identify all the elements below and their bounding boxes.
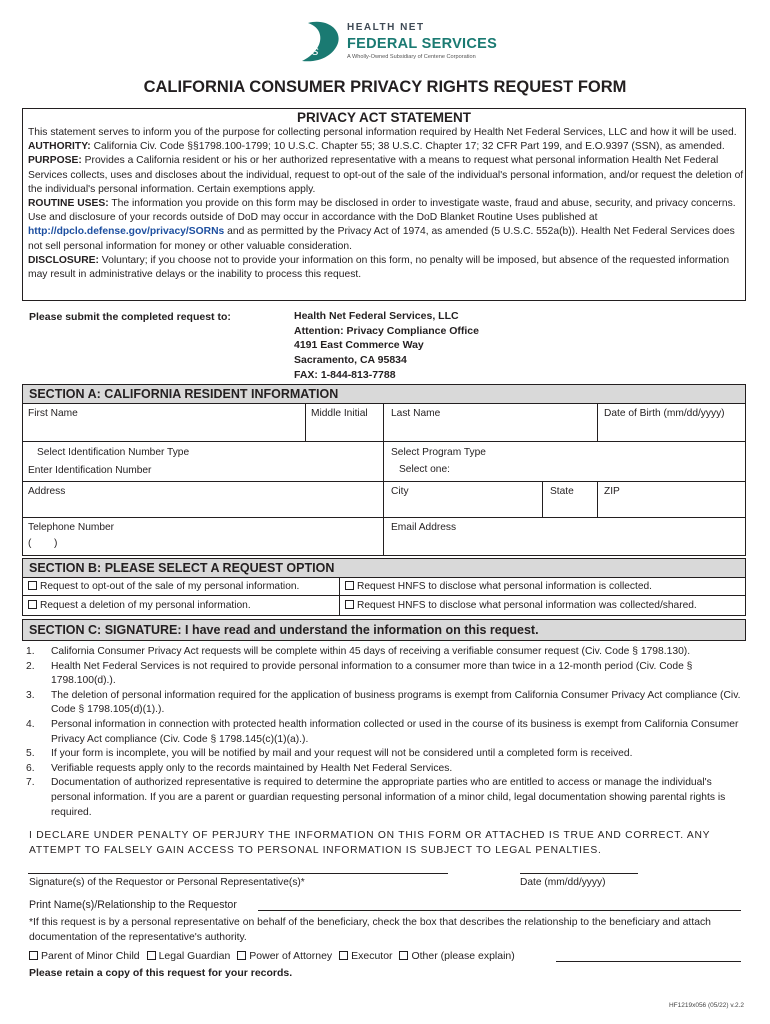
executor-option[interactable]: Executor [339,950,392,962]
list-item: 4. Personal information in connection with protected health information collected or used in the course of its business is exempt from California Consumer Privacy Act compliance (Civ. Code § 1798.145(c)(1)(a).). [26,718,739,745]
opt-out-option[interactable]: Request to opt-out of the sale of my personal information. [22,577,340,596]
id-number-input[interactable]: Enter Identification Number [28,465,152,476]
section-b-title: SECTION B: PLEASE SELECT A REQUEST OPTION [22,558,746,578]
list-item: 1. California Consumer Privacy Act requests will be complete within 45 days of receiving a verifiable consumer request (Civ. Code § 1798.130). [26,646,691,657]
submit-address: Health Net Federal Services, LLC Attention: Privacy Compliance Office 4191 East Commerce Way Sacramento, CA 95834 FAX: 1-844-813-7788 [294,310,479,381]
address-field[interactable]: Address [22,481,384,518]
poa-checkbox[interactable] [237,951,246,960]
print-name-label: Print Name(s)/Relationship to the Requestor [29,899,237,911]
disclose-collected-option[interactable]: Request HNFS to disclose what personal information is collected. [339,577,746,596]
list-item: 6. Verifiable requests apply only to the records maintained by Health Net Federal Services. [26,762,453,774]
logo-monogram: hnfs [294,43,319,58]
perjury-declaration: I DECLARE UNDER PENALTY OF PERJURY THE INFORMATION ON THIS FORM OR ATTACHED IS TRUE AND CORRECT. ANY ATTEMPT TO FALSELY GAIN ACCESS TO PERSONAL INFORMATION IS SUBJECT TO LEGAL PENALTIES. [29,830,711,856]
date-line[interactable] [520,873,638,874]
parent-option[interactable]: Parent of Minor Child [29,950,140,962]
other-checkbox[interactable] [399,951,408,960]
terms-list [26,645,742,820]
relationship-options [29,950,515,962]
parent-checkbox[interactable] [29,951,38,960]
list-item: 7. Documentation of authorized representative is required to determine the appropriate parties who are entitled to access or manage the individual's personal information. If you are a parent or guardian requesting personal information of a minor child, legal documentation showing parental rights is required. [26,777,726,818]
logo-line3: A Wholly-Owned Subsidiary of Centene Corporation [347,54,476,60]
state-field[interactable]: State [542,481,598,518]
other-option[interactable]: Other (please explain) [399,950,514,962]
city-field[interactable]: City [383,481,543,518]
logo-line2: FEDERAL SERVICES [347,36,498,52]
form-code: HF1219x056 (05/22) v.2.2 [668,1002,744,1009]
representative-note: *If this request is by a personal representative on behalf of the beneficiary, check the box that describes the relationship to the beneficiary and attach documentation of the representative's authority. [29,917,711,943]
guardian-checkbox[interactable] [147,951,156,960]
dob-field[interactable]: Date of Birth (mm/dd/yyyy) [597,403,746,442]
privacy-act-text [28,126,744,282]
disclose-shared-checkbox[interactable] [345,600,354,609]
form-title: CALIFORNIA CONSUMER PRIVACY RIGHTS REQUEST FORM [143,78,627,96]
print-name-line[interactable] [258,910,741,911]
list-item: 3. The deletion of personal information required for the application of business programs is exempt from California Consumer Privacy Act compliance (Civ. Code § 1798.105(d)(1).). [26,689,741,716]
telephone-field[interactable]: Telephone Number ( ) [22,517,384,556]
executor-checkbox[interactable] [339,951,348,960]
logo-line1: HEALTH NET [347,22,425,33]
program-cell [383,441,746,482]
guardian-option[interactable]: Legal Guardian [147,950,231,962]
list-item: 2. Health Net Federal Services is not required to provide personal information to a consumer more than twice in a 12-month period (Civ. Code § 1798.100(d).). [26,660,693,687]
deletion-checkbox[interactable] [28,600,37,609]
privacy-act-title: PRIVACY ACT STATEMENT [296,110,471,125]
deletion-option[interactable]: Request a deletion of my personal information. [22,595,340,616]
program-type-label: Select Program Type [391,447,486,458]
other-explain-line[interactable] [556,961,741,962]
intro-text: This statement serves to inform you of the purpose for collecting personal information required by Health Net Federal Services, LLC and how it will be used. [28,127,737,138]
id-cell [22,441,384,482]
signature-label: Signature(s) of the Requestor or Personal Representative(s)* [29,877,305,888]
disclose-shared-option[interactable]: Request HNFS to disclose what personal information was collected/shared. [339,595,746,616]
disclosure-paragraph: DISCLOSURE: Voluntary; if you choose not to provide your information on this form, no penalty will be imposed, but absence of the requested information may result in administrative delays or the inability to process this request. [28,254,730,281]
purpose-paragraph: PURPOSE: Provides a California resident or his or her authorized representative with a means to request what personal information Health Net Federal Services collects, uses and discloses about the individual, request to opt-out of the sale of the individual's personal information, and/or request the deletion of the individual's personal information. Certain exemptions apply. [28,155,744,195]
zip-field[interactable]: ZIP [597,481,746,518]
section-c-title: SECTION C: SIGNATURE: I have read and understand the information on this request. [22,619,746,641]
middle-initial-field[interactable]: Middle Initial [305,403,384,442]
poa-option[interactable]: Power of Attorney [237,950,332,962]
date-label: Date (mm/dd/yyyy) [520,877,606,888]
section-a-title: SECTION A: CALIFORNIA RESIDENT INFORMATION [22,384,746,404]
list-item: 5. If your form is incomplete, you will be notified by mail and your request will not be considered until a completed form is received. [26,748,633,760]
authority-paragraph: AUTHORITY: California Civ. Code §§1798.100-1799; 10 U.S.C. Chapter 55; 38 U.S.C. Chapter 17; 32 CFR Part 199, and E.O.9397 (SSN), as amended. [28,141,725,153]
email-field[interactable]: Email Address [383,517,746,556]
id-type-select[interactable]: Select Identification Number Type [37,447,190,458]
routine-paragraph: ROUTINE USES: The information you provide on this form may be disclosed in order to investigate waste, fraud and abuse, security, and privacy concerns. Use and disclosure of your records outside of DoD may occur in accordance with the DoD Blanket Routine Uses published at http://dpclo.defense.gov/privacy/SORNs and as permitted by the Privacy Act of 1974, as amended (5 U.S.C. 552a(b)). Health Net Federal Services does not sell personal information for money or other valuable consideration. [28,198,736,252]
disclose-collected-checkbox[interactable] [345,581,354,590]
submit-label: Please submit the completed request to: [29,311,231,323]
sorn-link[interactable]: http://dpclo.defense.gov/privacy/SORNs [28,226,225,238]
last-name-field[interactable]: Last Name [383,403,598,442]
retain-copy-note: Please retain a copy of this request for your records. [29,967,293,979]
first-name-field[interactable]: First Name [22,403,306,442]
signature-line[interactable] [28,873,448,874]
program-type-select[interactable]: Select one: [399,464,450,475]
hnfs-logo [292,21,342,65]
opt-out-checkbox[interactable] [28,581,37,590]
